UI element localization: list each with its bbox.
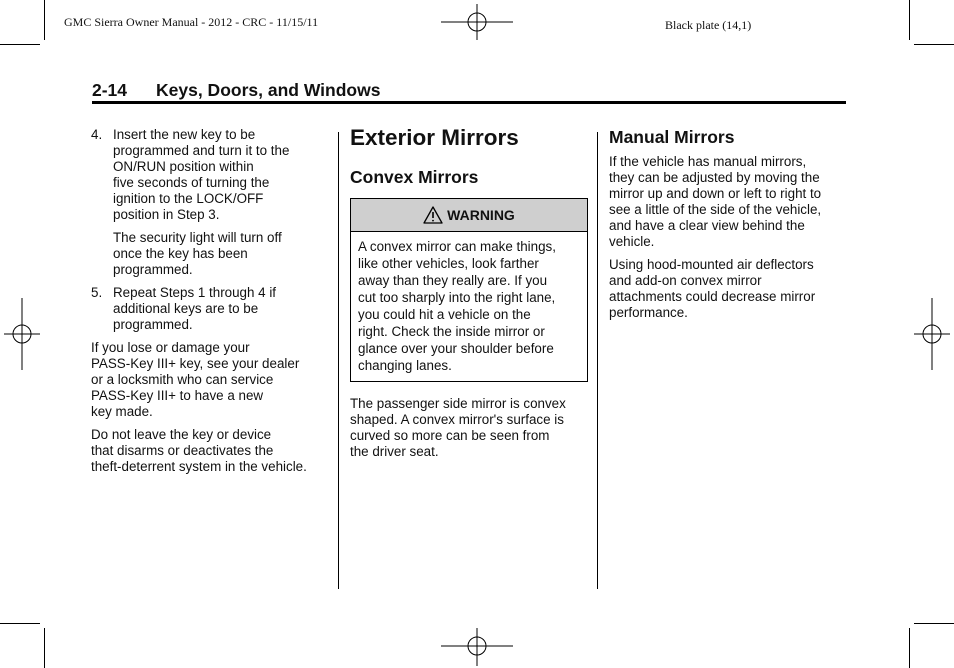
text-line: mirror up and down or left to right to <box>609 186 822 201</box>
text-line: PASS-Key III+ key, see your dealer <box>91 356 300 371</box>
warning-box <box>350 198 588 382</box>
text-line: see a little of the side of the vehicle, <box>609 202 822 217</box>
text-line: programmed and turn it to the <box>113 143 290 158</box>
column-divider <box>338 132 339 589</box>
paragraph <box>91 427 329 475</box>
text-line: If the vehicle has manual mirrors, <box>609 154 807 169</box>
text-line: programmed. <box>113 262 193 277</box>
text-line: like other vehicles, look farther <box>358 256 539 271</box>
text-line: PASS-Key III+ to have a new <box>91 388 264 403</box>
paragraph <box>91 340 329 420</box>
crop-mark <box>914 623 954 624</box>
crop-mark <box>909 628 910 668</box>
text-line: once the key has been <box>113 246 248 261</box>
text-line: theft-deterrent system in the vehicle. <box>91 459 307 474</box>
text-line: Do not leave the key or device <box>91 427 272 442</box>
column-divider <box>597 132 598 589</box>
section-rule <box>92 101 846 104</box>
list-number: 5. <box>91 285 103 300</box>
crop-mark <box>914 44 954 45</box>
registration-mark-icon <box>0 298 44 370</box>
crop-mark <box>909 0 910 40</box>
text-line: that disarms or deactivates the <box>91 443 274 458</box>
crop-mark <box>0 44 40 45</box>
text-line: vehicle. <box>609 234 655 249</box>
text-line: glance over your shoulder before <box>358 341 554 356</box>
warning-header <box>351 199 587 232</box>
text-line: position in Step 3. <box>113 207 220 222</box>
warning-triangle-icon <box>423 206 443 224</box>
text-line: and have a clear view behind the <box>609 218 805 233</box>
registration-mark-icon <box>441 0 513 44</box>
list-text <box>113 285 329 333</box>
crop-mark <box>44 0 45 40</box>
text-line: shaped. A convex mirror's surface is <box>350 412 564 427</box>
list-note <box>91 230 329 278</box>
page-number: 2-14 <box>92 80 128 100</box>
section-header <box>92 80 846 101</box>
list-text <box>113 127 329 223</box>
warning-label: WARNING <box>447 207 515 223</box>
list-item <box>91 127 329 223</box>
warning-text <box>351 232 587 381</box>
running-header-right: Black plate (14,1) <box>665 18 752 32</box>
column-2 <box>350 124 588 467</box>
list-item <box>91 285 329 333</box>
registration-mark-icon <box>441 626 513 668</box>
running-header-left: GMC Sierra Owner Manual - 2012 - CRC - 11/15/11 <box>64 15 319 29</box>
text-line: additional keys are to be <box>113 301 259 316</box>
text-line: attachments could decrease mirror <box>609 289 816 304</box>
subheading-convex-mirrors: Convex Mirrors <box>350 167 479 187</box>
text-line: If you lose or damage your <box>91 340 250 355</box>
text-line: five seconds of turning the <box>113 175 270 190</box>
text-line: The security light will turn off <box>113 230 282 245</box>
column-1 <box>91 127 329 482</box>
text-line: ignition to the LOCK/OFF <box>113 191 264 206</box>
text-line: they can be adjusted by moving the <box>609 170 820 185</box>
column-3 <box>609 124 847 328</box>
paragraph <box>609 154 847 250</box>
text-line: right. Check the inside mirror or <box>358 324 545 339</box>
text-line: key made. <box>91 404 153 419</box>
text-line: A convex mirror can make things, <box>358 239 556 254</box>
text-line: away than they really are. If you <box>358 273 548 288</box>
paragraph <box>350 396 588 460</box>
text-line: or a locksmith who can service <box>91 372 274 387</box>
list-number: 4. <box>91 127 103 142</box>
text-line: and add-on convex mirror <box>609 273 762 288</box>
text-line: changing lanes. <box>358 358 452 373</box>
paragraph <box>609 257 847 321</box>
text-line: ON/RUN position within <box>113 159 254 174</box>
registration-mark-icon <box>910 298 954 370</box>
text-line: curved so more can be seen from <box>350 428 550 443</box>
text-line: Using hood-mounted air deflectors <box>609 257 814 272</box>
crop-mark <box>44 628 45 668</box>
text-line: the driver seat. <box>350 444 439 459</box>
text-line: you could hit a vehicle on the <box>358 307 531 322</box>
text-line: Repeat Steps 1 through 4 if <box>113 285 277 300</box>
text-line: programmed. <box>113 317 193 332</box>
heading-exterior-mirrors: Exterior Mirrors <box>350 125 519 150</box>
heading-manual-mirrors: Manual Mirrors <box>609 127 735 147</box>
crop-mark <box>0 623 40 624</box>
section-title: Keys, Doors, and Windows <box>156 80 381 100</box>
text-line: Insert the new key to be <box>113 127 256 142</box>
text-line: cut too sharply into the right lane, <box>358 290 556 305</box>
text-line: performance. <box>609 305 688 320</box>
text-line: The passenger side mirror is convex <box>350 396 566 411</box>
